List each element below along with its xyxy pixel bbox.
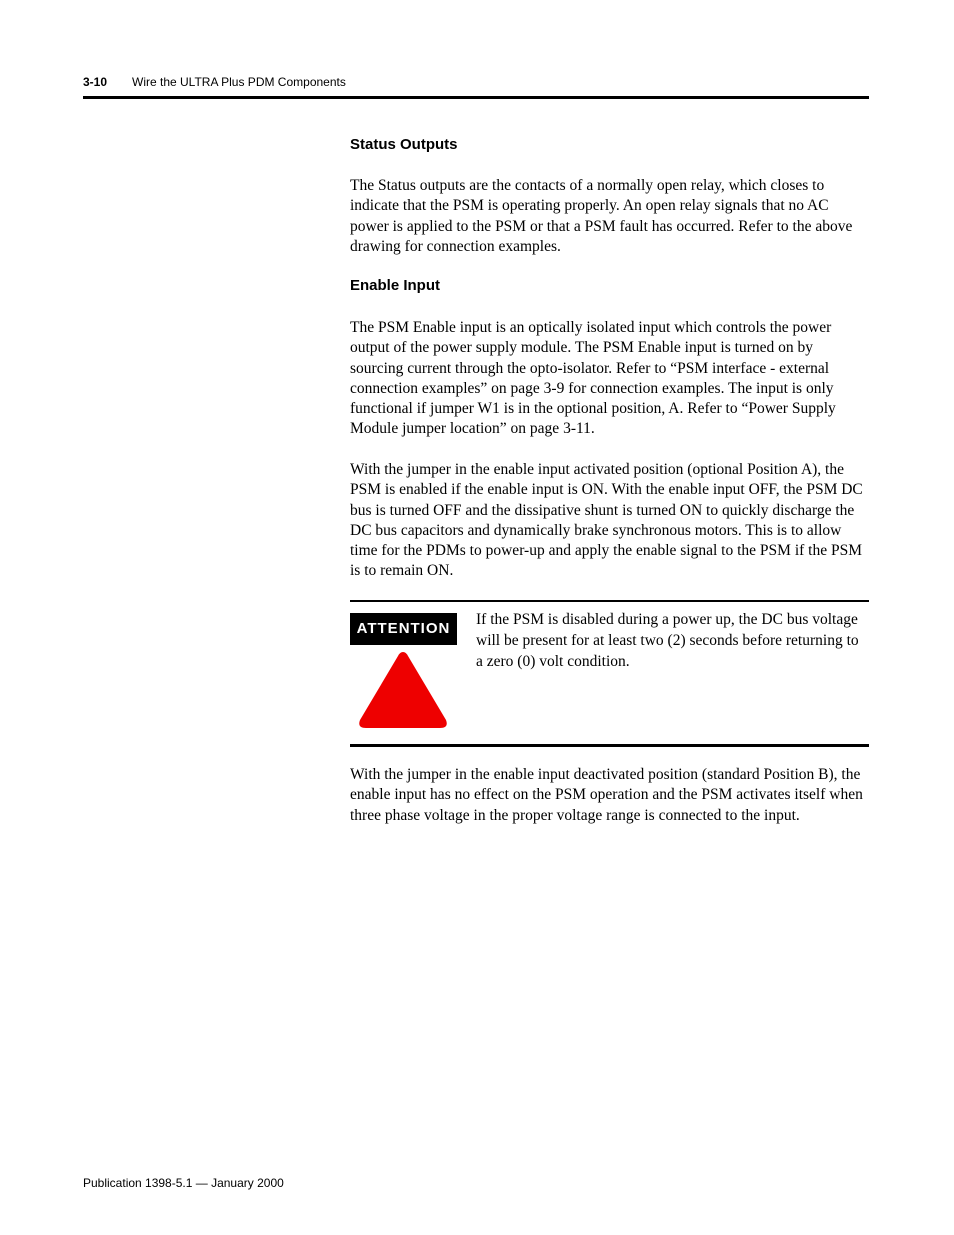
page-number: 3-10 bbox=[83, 75, 108, 89]
header-divider bbox=[83, 96, 869, 99]
enable-input-paragraph-1: The PSM Enable input is an optically isolated input which controls the power output of the power supply module. The PSM Enable input is turned on by sourcing current through the opto-isolator. Refer to “PSM interface - external connection examples” on page 3-9 for connection examples. The input is only functional if jumper W1 is in the optional position, A. Refer to “Power Supply Module jumper location” on page 3-11. bbox=[350, 319, 836, 438]
attention-top-rule bbox=[350, 600, 869, 602]
status-outputs-heading: Status Outputs bbox=[350, 136, 458, 153]
warning-triangle-icon bbox=[356, 648, 450, 732]
attention-bottom-rule bbox=[350, 744, 869, 747]
chapter-title: Wire the ULTRA Plus PDM Components bbox=[132, 75, 346, 89]
enable-input-paragraph-3: With the jumper in the enable input deactivated position (standard Position B), the enable input has no effect on the PSM operation and the PSM activates itself when three phase voltage in the proper voltage range is connected to the input. bbox=[350, 766, 863, 824]
page-footer: Publication 1398-5.1 — January 2000 bbox=[83, 1176, 284, 1190]
enable-input-paragraph-2: With the jumper in the enable input activated position (optional Position A), the PSM is enabled if the enable input is ON. With the enable input OFF, the PSM DC bus is turned OFF and the dissipative shunt is turned ON to quickly discharge the DC bus capacitors and dynamically brake synchronous motors. This is to allow time for the PDMs to power-up and apply the enable signal to the PSM if the PSM is to remain ON. bbox=[350, 461, 863, 580]
status-outputs-paragraph: The Status outputs are the contacts of a normally open relay, which closes to indicate that the PSM is operating properly. An open relay signals that no AC power is applied to the PSM or that a PSM fault has occurred. Refer to the above drawing for connection examples. bbox=[350, 177, 853, 255]
page-header bbox=[83, 73, 869, 93]
enable-input-heading: Enable Input bbox=[350, 277, 440, 294]
attention-badge: ATTENTION bbox=[350, 613, 457, 645]
attention-text: If the PSM is disabled during a power up, the DC bus voltage will be present for at least two (2) seconds before returning to a zero (0) volt condition. bbox=[476, 611, 859, 670]
